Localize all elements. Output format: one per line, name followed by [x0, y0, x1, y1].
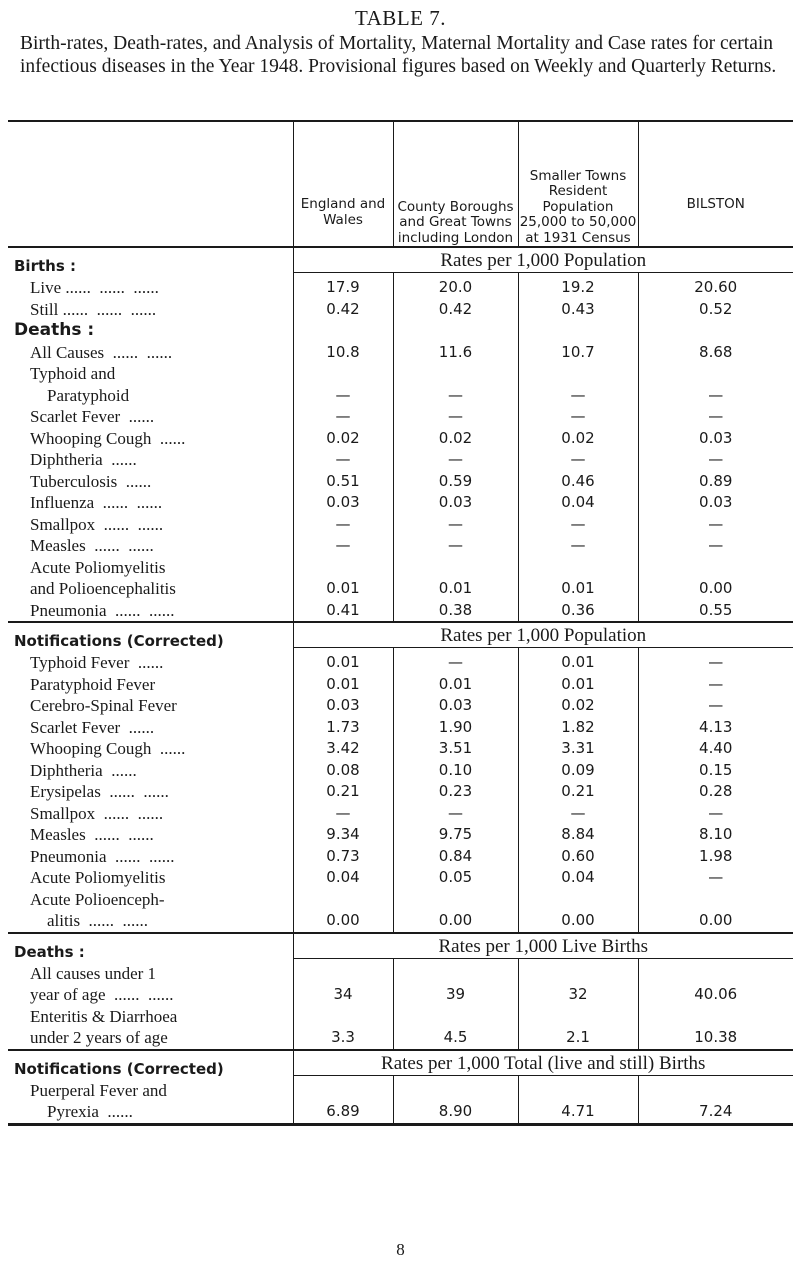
table-cell: — — [638, 535, 793, 557]
rates-label: Rates per 1,000 Total (live and still) Births — [293, 1050, 793, 1076]
table-cell: — — [393, 406, 518, 428]
table-cell: — — [638, 695, 793, 717]
row-label: Puerperal Fever and — [30, 1080, 167, 1100]
table-cell: 3.31 — [518, 738, 638, 760]
column-header-england-wales: England and Wales — [293, 121, 393, 247]
table-cell: 1.90 — [393, 717, 518, 739]
table-row — [8, 910, 793, 933]
row-label: Acute Polioenceph- — [30, 889, 165, 909]
table-cell — [393, 320, 518, 342]
table-cell: 0.03 — [293, 492, 393, 514]
table-row — [8, 803, 793, 825]
table-cell — [293, 889, 393, 911]
table-cell: — — [518, 449, 638, 471]
table-cell: — — [638, 674, 793, 696]
table-cell: 0.01 — [293, 652, 393, 674]
table-cell: — — [638, 803, 793, 825]
table-row — [8, 471, 793, 493]
table-row — [8, 514, 793, 536]
table-cell: 9.75 — [393, 824, 518, 846]
table-cell: — — [638, 406, 793, 428]
table-cell: 1.98 — [638, 846, 793, 868]
table-cell: 32 — [518, 984, 638, 1006]
table-row — [8, 1027, 793, 1050]
table-cell: 0.00 — [638, 910, 793, 933]
table-cell: 0.51 — [293, 471, 393, 493]
table-cell — [293, 363, 393, 385]
section-header-row — [8, 247, 793, 273]
table-cell: 0.60 — [518, 846, 638, 868]
table-cell — [293, 1080, 393, 1102]
row-label: Scarlet Fever ...... — [30, 407, 155, 426]
row-label: Measles ...... ...... — [30, 825, 154, 844]
table-cell — [518, 963, 638, 985]
table-cell: 7.24 — [638, 1101, 793, 1124]
column-header-bilston: BILSTON — [638, 121, 793, 247]
table-row — [8, 652, 793, 674]
row-label: Enteritis & Diarrhoea — [30, 1006, 178, 1026]
table-row — [8, 428, 793, 450]
table-cell — [393, 889, 518, 911]
table-cell — [518, 1006, 638, 1028]
table-row — [8, 1080, 793, 1102]
table-cell: — — [293, 449, 393, 471]
table-cell: 40.06 — [638, 984, 793, 1006]
table-cell: 4.40 — [638, 738, 793, 760]
row-label: Tuberculosis ...... — [30, 471, 152, 491]
table-cell: 4.71 — [518, 1101, 638, 1124]
table-row — [8, 781, 793, 803]
table-cell: — — [393, 803, 518, 825]
table-cell: 0.01 — [293, 578, 393, 600]
table-cell: 8.90 — [393, 1101, 518, 1124]
table-cell: 0.15 — [638, 760, 793, 782]
table-cell: 4.13 — [638, 717, 793, 739]
table-cell: 0.23 — [393, 781, 518, 803]
table-cell — [293, 557, 393, 579]
table-cell: 0.21 — [518, 781, 638, 803]
table-row — [8, 363, 793, 385]
row-label: Diphtheria ...... — [30, 760, 137, 780]
table-cell: 0.01 — [393, 578, 518, 600]
table-row — [8, 674, 793, 696]
table-cell: 0.00 — [638, 578, 793, 600]
table-cell: 10.7 — [518, 342, 638, 364]
page-header — [0, 0, 801, 78]
table-cell: 0.09 — [518, 760, 638, 782]
table-cell: 3.42 — [293, 738, 393, 760]
table-cell — [518, 889, 638, 911]
table-row — [8, 299, 793, 321]
table-cell: — — [518, 514, 638, 536]
table-row — [8, 738, 793, 760]
table-cell: 0.01 — [518, 674, 638, 696]
section-header-row — [8, 1050, 793, 1076]
table-cell: 0.02 — [393, 428, 518, 450]
table-caption: Birth-rates, Death-rates, and Analysis of Mortality, Maternal Mortality and Case rates for certain infectious diseases in the Year 1948. Provisional figures based on Weekly and Quarterly Returns. — [20, 33, 777, 77]
row-label: Still ...... ...... ...... — [30, 299, 157, 319]
table-cell: — — [293, 406, 393, 428]
table-cell: 0.03 — [293, 695, 393, 717]
table-cell: 3.3 — [293, 1027, 393, 1050]
table-cell: 0.89 — [638, 471, 793, 493]
table-cell: 0.73 — [293, 846, 393, 868]
table-cell: 0.41 — [293, 600, 393, 623]
table-cell: 0.38 — [393, 600, 518, 623]
row-label: Paratyphoid — [30, 385, 130, 405]
table-title: TABLE 7. — [355, 6, 446, 30]
table-cell: 8.68 — [638, 342, 793, 364]
table-cell: 10.8 — [293, 342, 393, 364]
table-row — [8, 695, 793, 717]
row-label: Influenza ...... ...... — [30, 493, 163, 512]
table-cell — [638, 557, 793, 579]
section-header-row — [8, 933, 793, 959]
table-cell — [393, 363, 518, 385]
table-row — [8, 535, 793, 557]
row-label: year of age ...... ...... — [30, 985, 174, 1004]
row-label: Pyrexia ...... — [30, 1102, 133, 1121]
table-row — [8, 600, 793, 623]
table-cell — [518, 557, 638, 579]
row-label: Scarlet Fever ...... — [30, 717, 155, 737]
table-cell: 2.1 — [518, 1027, 638, 1050]
table-cell: 0.03 — [393, 695, 518, 717]
table-cell: 0.02 — [518, 695, 638, 717]
table-cell — [293, 963, 393, 985]
table-cell: — — [393, 535, 518, 557]
mortality-table — [8, 120, 793, 1126]
table-row — [8, 867, 793, 889]
table-cell: 3.51 — [393, 738, 518, 760]
table-cell — [638, 363, 793, 385]
table-cell: 0.00 — [518, 910, 638, 933]
table-cell — [638, 320, 793, 342]
table-cell: 0.01 — [518, 578, 638, 600]
table-cell: 8.10 — [638, 824, 793, 846]
table-cell: 6.89 — [293, 1101, 393, 1124]
row-label: Whooping Cough ...... — [30, 739, 186, 758]
table-row — [8, 449, 793, 471]
table-cell: 0.00 — [393, 910, 518, 933]
row-label: and Polioencephalitis — [30, 579, 176, 598]
table-cell: 0.46 — [518, 471, 638, 493]
table-cell: — — [393, 652, 518, 674]
table-row — [8, 963, 793, 985]
row-label: Diphtheria ...... — [30, 450, 137, 469]
table-cell: 0.04 — [518, 492, 638, 514]
table-cell: 0.04 — [293, 867, 393, 889]
table-cell: 1.82 — [518, 717, 638, 739]
row-label: All Causes ...... ...... — [30, 342, 173, 362]
table-cell: 0.52 — [638, 299, 793, 321]
table-cell — [638, 1080, 793, 1102]
table-row — [8, 846, 793, 868]
subheading: Deaths : — [14, 320, 95, 340]
table-cell: 0.01 — [518, 652, 638, 674]
table-cell: 0.84 — [393, 846, 518, 868]
row-label: Typhoid Fever ...... — [30, 653, 164, 672]
table-cell — [293, 1006, 393, 1028]
row-label: All causes under 1 — [30, 963, 157, 983]
table-cell: 0.59 — [393, 471, 518, 493]
column-header-blank — [8, 121, 293, 247]
table-cell: 0.03 — [638, 492, 793, 514]
row-label: Live ...... ...... ...... — [30, 278, 159, 297]
table-row — [8, 824, 793, 846]
table-cell: 4.5 — [393, 1027, 518, 1050]
table-cell: — — [638, 385, 793, 407]
table-cell: 0.02 — [293, 428, 393, 450]
table-cell: — — [293, 514, 393, 536]
row-label: Pneumonia ...... ...... — [30, 846, 175, 866]
rates-label: Rates per 1,000 Population — [293, 622, 793, 648]
table-row — [8, 1006, 793, 1028]
table-cell — [393, 1080, 518, 1102]
table-cell: 0.03 — [638, 428, 793, 450]
table-cell: 0.01 — [293, 674, 393, 696]
table-cell: — — [638, 449, 793, 471]
row-label: Whooping Cough ...... — [30, 428, 186, 448]
table-row — [8, 984, 793, 1006]
rates-label: Rates per 1,000 Population — [293, 247, 793, 273]
row-label: Typhoid and — [30, 364, 116, 383]
row-label: Smallpox ...... ...... — [30, 803, 164, 823]
row-label: Erysipelas ...... ...... — [30, 782, 169, 801]
row-label: Pneumonia ...... ...... — [30, 600, 175, 620]
table-cell: 0.28 — [638, 781, 793, 803]
table-cell: — — [518, 535, 638, 557]
table-cell — [393, 963, 518, 985]
table-row — [8, 557, 793, 579]
table-cell: 1.73 — [293, 717, 393, 739]
table-cell — [393, 557, 518, 579]
table-cell: 0.42 — [393, 299, 518, 321]
table-cell: — — [293, 803, 393, 825]
section-heading: Notifications (Corrected) — [8, 622, 293, 652]
table-cell: 0.04 — [518, 867, 638, 889]
row-label: Cerebro-Spinal Fever — [30, 696, 177, 715]
table-row — [8, 717, 793, 739]
section-header-row — [8, 622, 793, 648]
table-cell: — — [638, 652, 793, 674]
table-cell — [293, 320, 393, 342]
row-label: Acute Poliomyelitis — [30, 868, 166, 887]
column-header-row — [8, 121, 793, 247]
table-cell: 0.01 — [393, 674, 518, 696]
table-cell: 0.00 — [293, 910, 393, 933]
table-body — [8, 247, 793, 1124]
page-number: 8 — [396, 1240, 405, 1259]
table-cell: — — [518, 406, 638, 428]
row-label: Acute Poliomyelitis — [30, 557, 166, 577]
table-cell: 11.6 — [393, 342, 518, 364]
table-cell: 20.0 — [393, 277, 518, 299]
table-cell: — — [518, 803, 638, 825]
column-header-county-boroughs: County Boroughs and Great Towns including London — [393, 121, 518, 247]
table-cell: 0.42 — [293, 299, 393, 321]
table-row — [8, 889, 793, 911]
table-row — [8, 760, 793, 782]
table-row — [8, 385, 793, 407]
table-cell — [393, 1006, 518, 1028]
column-header-smaller-towns: Smaller Towns Resident Population 25,000 to 50,000 at 1931 Census — [518, 121, 638, 247]
section-heading: Notifications (Corrected) — [8, 1050, 293, 1080]
table-cell: 0.55 — [638, 600, 793, 623]
table-cell — [638, 889, 793, 911]
table-cell: 10.38 — [638, 1027, 793, 1050]
table-row — [8, 277, 793, 299]
table-cell: — — [638, 514, 793, 536]
table-cell: 0.02 — [518, 428, 638, 450]
row-label: Smallpox ...... ...... — [30, 514, 164, 534]
table-cell: 0.10 — [393, 760, 518, 782]
table-cell: 0.21 — [293, 781, 393, 803]
subheading-row — [8, 320, 793, 342]
table-cell — [518, 363, 638, 385]
table-cell: 0.36 — [518, 600, 638, 623]
table-cell: 8.84 — [518, 824, 638, 846]
table-row — [8, 406, 793, 428]
table-cell: 9.34 — [293, 824, 393, 846]
table-cell — [518, 1080, 638, 1102]
table-row — [8, 342, 793, 364]
table-cell: 39 — [393, 984, 518, 1006]
table-cell: — — [393, 514, 518, 536]
table-cell: — — [293, 535, 393, 557]
table-row — [8, 578, 793, 600]
table-cell: — — [638, 867, 793, 889]
table-cell: 20.60 — [638, 277, 793, 299]
table-cell: — — [293, 385, 393, 407]
table-cell — [638, 1006, 793, 1028]
table-cell: 34 — [293, 984, 393, 1006]
table-cell: 19.2 — [518, 277, 638, 299]
row-label: alitis ...... ...... — [30, 911, 149, 930]
table-cell: 0.03 — [393, 492, 518, 514]
rates-label: Rates per 1,000 Live Births — [293, 933, 793, 959]
row-label: Measles ...... ...... — [30, 536, 154, 555]
table-cell — [638, 963, 793, 985]
table-cell: — — [393, 449, 518, 471]
table-cell: 17.9 — [293, 277, 393, 299]
section-heading: Deaths : — [8, 933, 293, 963]
table-cell — [518, 320, 638, 342]
row-label: Paratyphoid Fever — [30, 674, 156, 694]
table-cell: 0.08 — [293, 760, 393, 782]
table-row — [8, 492, 793, 514]
table-cell: — — [518, 385, 638, 407]
table-row — [8, 1101, 793, 1124]
table-cell: — — [393, 385, 518, 407]
section-heading: Births : — [8, 247, 293, 277]
table-container — [8, 120, 793, 1126]
row-label: under 2 years of age — [30, 1028, 168, 1047]
table-cell: 0.43 — [518, 299, 638, 321]
table-cell: 0.05 — [393, 867, 518, 889]
